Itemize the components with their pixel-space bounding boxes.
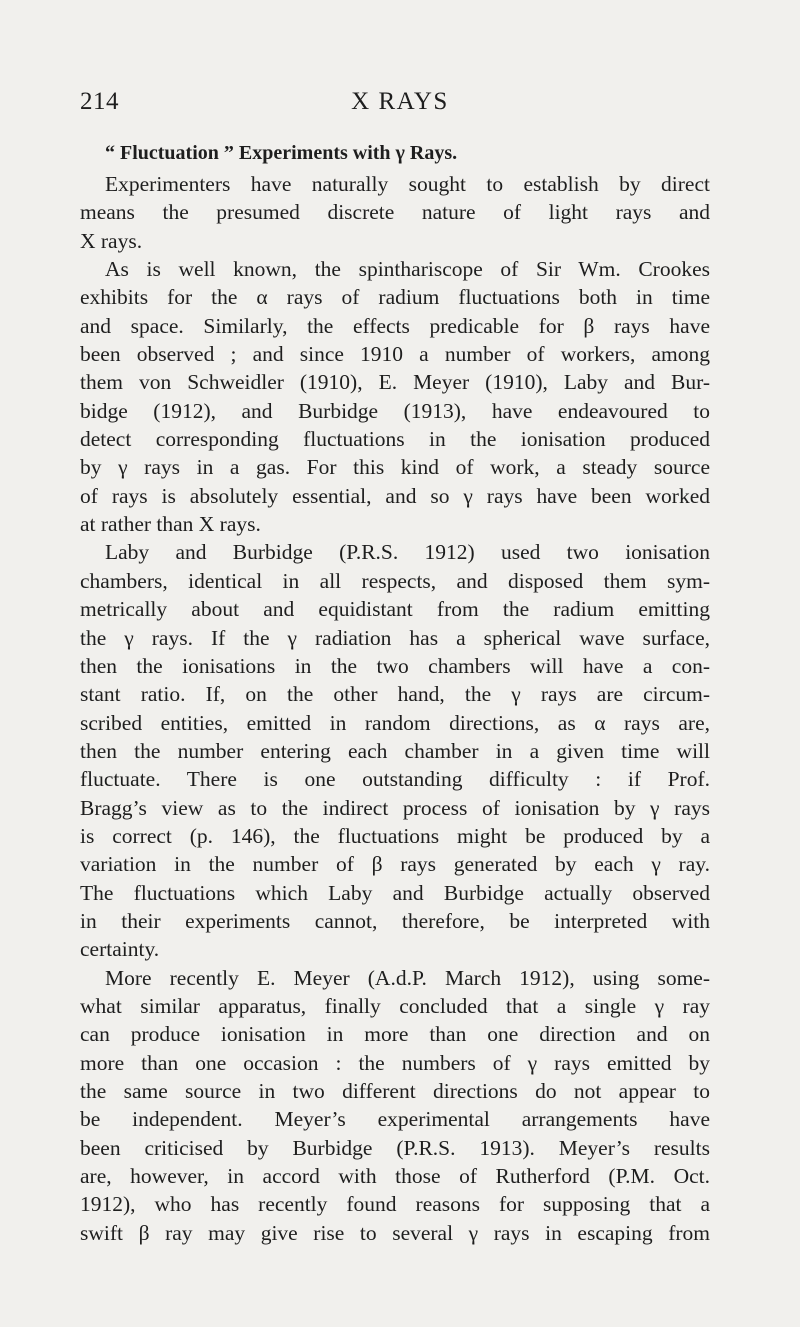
- text-line: chambers, identical in all respects, and disposed them sym-: [80, 568, 710, 593]
- text-line: more than one occasion : the numbers of γ rays emitted by: [80, 1050, 710, 1075]
- text-line: of rays is absolutely essential, and so γ rays have been worked: [80, 483, 710, 508]
- text-line: been criticised by Burbidge (P.R.S. 1913). Meyer’s results: [80, 1135, 710, 1160]
- text-line: More recently E. Meyer (A.d.P. March 1912), using some-: [105, 965, 710, 990]
- text-line: the same source in two different directions do not appear to: [80, 1079, 710, 1103]
- page-number: 214: [80, 88, 119, 115]
- page-body: [80, 136, 710, 1247]
- text-line: at rather than X rays.: [80, 512, 261, 537]
- text-line: in their experiments cannot, therefore, be interpreted with: [80, 908, 710, 933]
- text-line: variation in the number of β rays generated by each γ ray.: [80, 852, 710, 877]
- text-line: bidge (1912), and Burbidge (1913), have endeavoured to: [80, 398, 710, 423]
- text-line: by γ rays in a gas. For this kind of work, a steady source: [80, 455, 710, 480]
- text-line: Bragg’s view as to the indirect process of ionisation by γ rays: [80, 795, 710, 820]
- running-head: [80, 88, 720, 122]
- text-line: the γ rays. If the γ radiation has a spherical wave surface,: [80, 625, 710, 650]
- text-line: scribed entities, emitted in random directions, as α rays are,: [80, 710, 710, 735]
- paragraph-meyer: [80, 964, 710, 1247]
- text-line: is correct (p. 146), the fluctuations might be produced by a: [80, 823, 710, 848]
- running-title: X RAYS: [351, 88, 449, 115]
- text-line: then the number entering each chamber in a given time will: [80, 738, 710, 763]
- text-line: can produce ionisation in more than one direction and on: [80, 1022, 710, 1047]
- text-line: X rays.: [80, 228, 143, 253]
- text-line: been observed ; and since 1910 a number of workers, among: [80, 342, 710, 367]
- text-line: exhibits for the α rays of radium fluctuations both in time: [80, 285, 710, 310]
- text-line: swift β ray may give rise to several γ rays in escaping from: [80, 1220, 710, 1245]
- text-line: and space. Similarly, the effects predicable for β rays have: [80, 313, 710, 338]
- text-line: Laby and Burbidge (P.R.S. 1912) used two ionisation: [105, 540, 710, 565]
- paragraph-laby-burbidge: [80, 538, 710, 963]
- text-line: means the presumed discrete nature of light rays and: [80, 200, 710, 225]
- text-line: stant ratio. If, on the other hand, the γ rays are circum-: [80, 682, 710, 707]
- text-line: then the ionisations in the two chambers will have a con-: [80, 653, 710, 678]
- text-line: As is well known, the spinthariscope of Sir Wm. Crookes: [105, 257, 710, 282]
- text-line: them von Schweidler (1910), E. Meyer (1910), Laby and Bur-: [80, 370, 710, 395]
- text-line: detect corresponding fluctuations in the ionisation produced: [80, 427, 710, 452]
- section-heading: “ Fluctuation ” Experiments with γ Rays.: [105, 142, 458, 164]
- text-line: Experimenters have naturally sought to establish by direct: [105, 172, 710, 196]
- text-line: The fluctuations which Laby and Burbidge actually observed: [80, 880, 710, 905]
- paragraph-spinthariscope: [80, 255, 710, 538]
- text-line: metrically about and equidistant from the radium emitting: [80, 597, 710, 622]
- text-line: certainty.: [80, 937, 160, 962]
- text-line: fluctuate. There is one outstanding difficulty : if Prof.: [80, 767, 710, 792]
- text-line: what similar apparatus, finally concluded that a single γ ray: [80, 993, 710, 1018]
- text-line: be independent. Meyer’s experimental arrangements have: [80, 1107, 710, 1132]
- text-line: are, however, in accord with those of Rutherford (P.M. Oct.: [80, 1164, 710, 1189]
- paragraph-intro: [80, 170, 710, 255]
- text-line: 1912), who has recently found reasons for supposing that a: [80, 1192, 710, 1217]
